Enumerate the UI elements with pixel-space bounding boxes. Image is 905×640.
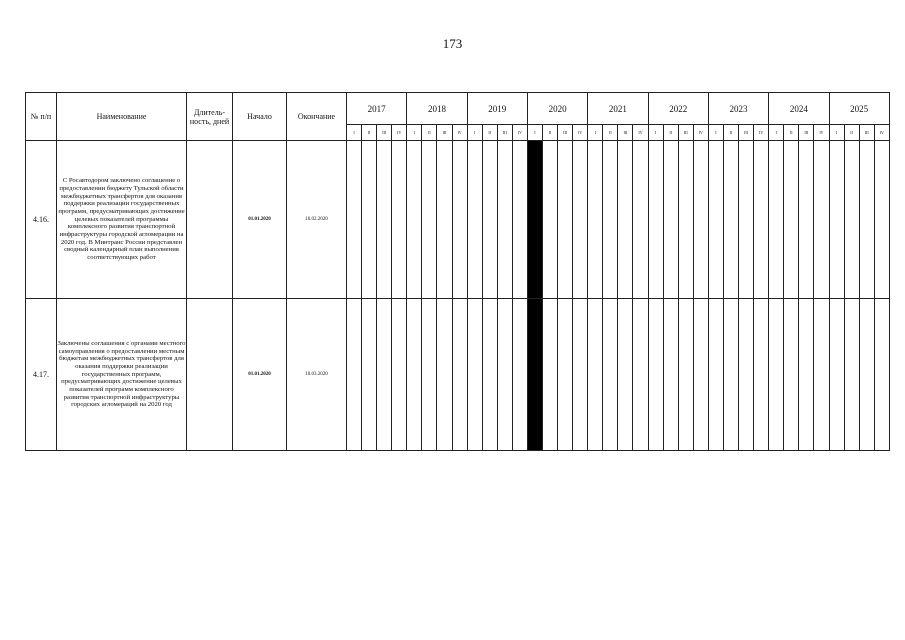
quarter-header: IV bbox=[633, 125, 648, 141]
quarter-cell bbox=[512, 141, 527, 299]
quarter-cell bbox=[874, 299, 889, 451]
quarter-cell bbox=[693, 141, 708, 299]
quarter-cell bbox=[814, 299, 829, 451]
quarter-cell bbox=[708, 141, 723, 299]
quarter-header: III bbox=[618, 125, 633, 141]
quarter-cell bbox=[467, 141, 482, 299]
quarter-cell bbox=[512, 299, 527, 451]
quarter-cell bbox=[633, 299, 648, 451]
header-row bbox=[26, 93, 890, 125]
quarter-header: II bbox=[362, 125, 377, 141]
quarter-cell bbox=[663, 299, 678, 451]
quarter-cell bbox=[603, 141, 618, 299]
quarter-header: III bbox=[377, 125, 392, 141]
row-end-date: 10.03.2020 bbox=[287, 299, 347, 451]
quarter-cell bbox=[347, 299, 362, 451]
row-end-date: 10.02.2020 bbox=[287, 141, 347, 299]
quarter-header: II bbox=[603, 125, 618, 141]
quarter-cell bbox=[573, 299, 588, 451]
quarter-cell bbox=[392, 141, 407, 299]
quarter-cell bbox=[678, 141, 693, 299]
quarter-header: I bbox=[588, 125, 603, 141]
row-duration bbox=[187, 141, 233, 299]
quarter-header: I bbox=[648, 125, 663, 141]
quarter-cell bbox=[648, 299, 663, 451]
quarter-cell bbox=[739, 299, 754, 451]
quarter-cell bbox=[859, 141, 874, 299]
quarter-cell bbox=[633, 141, 648, 299]
quarter-header: IV bbox=[392, 125, 407, 141]
quarter-cell bbox=[497, 299, 512, 451]
quarter-cell bbox=[407, 141, 422, 299]
gantt-table bbox=[25, 92, 890, 451]
table-row bbox=[26, 299, 890, 451]
quarter-header: II bbox=[784, 125, 799, 141]
header-start: Начало bbox=[233, 93, 287, 141]
header-name: Наименование bbox=[57, 93, 187, 141]
quarter-header: II bbox=[844, 125, 859, 141]
quarter-cell bbox=[452, 141, 467, 299]
quarter-cell bbox=[377, 299, 392, 451]
quarter-header: I bbox=[829, 125, 844, 141]
quarter-cell bbox=[603, 299, 618, 451]
quarter-cell bbox=[799, 141, 814, 299]
header-end: Окончание bbox=[287, 93, 347, 141]
quarter-header: III bbox=[799, 125, 814, 141]
header-duration: Длитель-ность, дней bbox=[187, 93, 233, 141]
quarter-cell bbox=[618, 141, 633, 299]
year-header: 2022 bbox=[648, 93, 708, 125]
quarter-cell bbox=[769, 299, 784, 451]
quarter-header: III bbox=[437, 125, 452, 141]
quarter-header: II bbox=[422, 125, 437, 141]
year-header: 2023 bbox=[708, 93, 768, 125]
quarter-cell bbox=[422, 299, 437, 451]
quarter-header: I bbox=[769, 125, 784, 141]
quarter-header: IV bbox=[573, 125, 588, 141]
quarter-cell bbox=[784, 141, 799, 299]
row-duration bbox=[187, 299, 233, 451]
quarter-header: II bbox=[543, 125, 558, 141]
row-start-date: 01.01.2020 bbox=[233, 299, 287, 451]
quarter-header: IV bbox=[814, 125, 829, 141]
quarter-cell bbox=[829, 141, 844, 299]
quarter-cell bbox=[814, 141, 829, 299]
year-header: 2017 bbox=[347, 93, 407, 125]
quarter-cell bbox=[784, 299, 799, 451]
quarter-cell bbox=[482, 299, 497, 451]
year-header: 2019 bbox=[467, 93, 527, 125]
quarter-cell bbox=[844, 141, 859, 299]
quarter-header: IV bbox=[693, 125, 708, 141]
quarter-cell bbox=[874, 141, 889, 299]
quarter-header: IV bbox=[874, 125, 889, 141]
quarter-cell bbox=[543, 141, 558, 299]
quarter-header: II bbox=[723, 125, 738, 141]
quarter-header: III bbox=[678, 125, 693, 141]
quarter-header: III bbox=[497, 125, 512, 141]
page-number: 173 bbox=[442, 36, 463, 51]
quarter-cell bbox=[437, 299, 452, 451]
quarter-header: III bbox=[739, 125, 754, 141]
gantt-bar bbox=[527, 299, 542, 451]
quarter-cell bbox=[558, 141, 573, 299]
quarter-cell bbox=[362, 299, 377, 451]
quarter-cell bbox=[829, 299, 844, 451]
quarter-cell bbox=[437, 141, 452, 299]
quarter-cell bbox=[663, 141, 678, 299]
quarter-header: IV bbox=[754, 125, 769, 141]
quarter-cell bbox=[859, 299, 874, 451]
header-num: № п/п bbox=[26, 93, 57, 141]
quarter-cell bbox=[708, 299, 723, 451]
quarter-header: III bbox=[859, 125, 874, 141]
quarter-cell bbox=[558, 299, 573, 451]
quarter-header: I bbox=[527, 125, 542, 141]
quarter-cell bbox=[497, 141, 512, 299]
year-header: 2018 bbox=[407, 93, 467, 125]
table-row bbox=[26, 141, 890, 299]
quarter-cell bbox=[844, 299, 859, 451]
quarter-header: I bbox=[407, 125, 422, 141]
quarter-cell bbox=[723, 141, 738, 299]
quarter-cell bbox=[392, 299, 407, 451]
quarter-header: IV bbox=[512, 125, 527, 141]
quarter-cell bbox=[769, 141, 784, 299]
year-header: 2020 bbox=[527, 93, 587, 125]
quarter-cell bbox=[799, 299, 814, 451]
quarter-cell bbox=[723, 299, 738, 451]
quarter-cell bbox=[422, 141, 437, 299]
quarter-header: I bbox=[467, 125, 482, 141]
quarter-header: I bbox=[708, 125, 723, 141]
quarter-cell bbox=[678, 299, 693, 451]
quarter-cell bbox=[588, 299, 603, 451]
gantt-bar bbox=[527, 141, 542, 299]
quarter-cell bbox=[573, 141, 588, 299]
year-header: 2021 bbox=[588, 93, 648, 125]
quarter-cell bbox=[543, 299, 558, 451]
quarter-cell bbox=[347, 141, 362, 299]
quarter-cell bbox=[754, 141, 769, 299]
quarter-cell bbox=[362, 141, 377, 299]
row-number: 4.17. bbox=[26, 299, 57, 451]
quarter-cell bbox=[467, 299, 482, 451]
quarter-cell bbox=[452, 299, 467, 451]
quarter-cell bbox=[739, 141, 754, 299]
row-number: 4.16. bbox=[26, 141, 57, 299]
quarter-header: I bbox=[347, 125, 362, 141]
quarter-cell bbox=[754, 299, 769, 451]
year-header: 2025 bbox=[829, 93, 889, 125]
quarter-header: II bbox=[482, 125, 497, 141]
year-header: 2024 bbox=[769, 93, 829, 125]
row-name: С Росавтодором заключено соглашение о предоставлении бюджету Тульской области межбюджетных трансфертов для оказания поддержки реализации государственных программ, предусматривающих достижение целевых показателей программы комплексного развития транспортной инфраструктуры городской агломерации на 2020 год. В Минтранс России представлен сводный календарный план выполнения соответствующих работ bbox=[57, 141, 187, 299]
row-start-date: 01.01.2020 bbox=[233, 141, 287, 299]
quarter-cell bbox=[618, 299, 633, 451]
quarter-cell bbox=[482, 141, 497, 299]
quarter-cell bbox=[648, 141, 663, 299]
quarter-header: III bbox=[558, 125, 573, 141]
row-name: Заключены соглашения с органами местного самоуправления о предоставлении местным бюджетам межбюджетных трансфертов для оказания поддержки реализации государственных программ, предусматривающих достижение целевых показателей программ комплексного развития транспортной инфраструктуры городских агломераций на 2020 год bbox=[57, 299, 187, 451]
quarter-cell bbox=[377, 141, 392, 299]
quarter-header: IV bbox=[452, 125, 467, 141]
quarter-cell bbox=[407, 299, 422, 451]
quarter-cell bbox=[588, 141, 603, 299]
quarter-header: II bbox=[663, 125, 678, 141]
quarter-cell bbox=[693, 299, 708, 451]
